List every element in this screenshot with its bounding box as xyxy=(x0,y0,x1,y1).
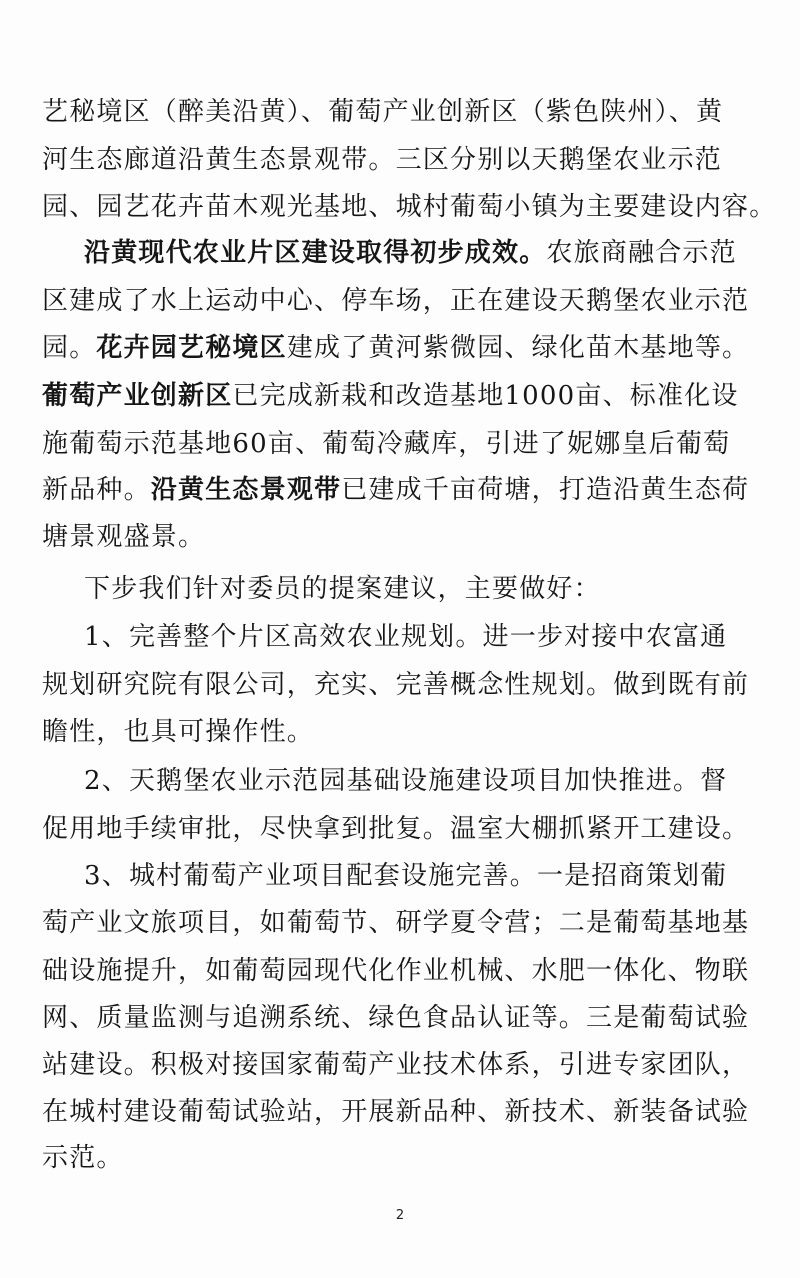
text-segment: 在城村建设葡萄试验站，开展新品种、新技术、新装备试验 xyxy=(42,1097,750,1127)
text-segment: 园。 xyxy=(42,333,97,363)
text-segment: 促用地手续审批，尽快拿到批复。温室大棚抓紧开工建设。 xyxy=(42,814,750,844)
text-segment: 规划研究院有限公司，充实、完善概念性规划。做到既有前 xyxy=(42,670,750,700)
text-segment: 农旅商融合示范 xyxy=(546,238,737,268)
text-line xyxy=(0,764,800,798)
text-segment: 瞻性，也具可操作性。 xyxy=(42,717,315,747)
text-segment: 河生态廊道沿黄生态景观带。三区分别以天鹅堡农业示范 xyxy=(42,145,723,175)
text-segment: 已完成新栽和改造基地1000亩、标准化设 xyxy=(232,381,739,411)
text-line xyxy=(0,954,800,988)
bold-text-segment: 葡萄产业创新区 xyxy=(42,381,233,411)
text-line xyxy=(0,95,800,129)
text-segment: 塘景观盛景。 xyxy=(42,522,206,552)
text-line xyxy=(0,427,800,461)
text-segment: 示范。 xyxy=(42,1143,124,1173)
text-segment: 区建成了水上运动中心、停车场，正在建设天鹅堡农业示范 xyxy=(42,286,750,316)
text-segment: 网、质量监测与追溯系统、绿色食品认证等。三是葡萄试验 xyxy=(42,1003,750,1033)
text-segment: 2、天鹅堡农业示范园基础设施建设项目加快推进。督 xyxy=(84,766,728,796)
text-segment: 3、城村葡萄产业项目配套设施完善。一是招商策划葡 xyxy=(84,861,728,891)
text-line xyxy=(0,812,800,846)
bold-text-segment: 沿黄生态景观带 xyxy=(150,475,342,505)
bold-text-segment: 沿黄现代农业片区建设取得初步成效。 xyxy=(84,238,547,268)
text-segment: 施葡萄示范基地60亩、葡萄冷藏库，引进了妮娜皇后葡萄 xyxy=(42,429,731,459)
text-segment: 艺秘境区（醉美沿黄）、葡萄产业创新区（紫色陕州）、黄 xyxy=(42,97,724,127)
text-segment: 础设施提升，如葡萄园现代化作业机械、水肥一体化、物联 xyxy=(42,956,750,986)
text-line xyxy=(0,520,800,554)
text-line xyxy=(0,572,800,606)
text-segment: 萄产业文旅项目，如葡萄节、研学夏令营；二是葡萄基地基 xyxy=(42,908,750,938)
text-segment: 下步我们针对委员的提案建议，主要做好： xyxy=(84,574,601,604)
bold-text-segment: 花卉园艺秘境区 xyxy=(96,333,287,363)
text-segment: 新品种。 xyxy=(42,475,151,505)
text-segment: 建成了黄河紫微园、绿化苗木基地等。 xyxy=(286,333,750,363)
text-line xyxy=(0,190,800,224)
text-segment: 1、完善整个片区高效农业规划。进一步对接中农富通 xyxy=(84,622,728,652)
text-line xyxy=(0,715,800,749)
text-line xyxy=(0,668,800,702)
text-segment: 站建设。积极对接国家葡萄产业技术体系，引进专家团队， xyxy=(42,1050,750,1080)
text-line xyxy=(0,1141,800,1175)
text-line xyxy=(0,284,800,318)
text-line xyxy=(0,1048,800,1082)
text-line xyxy=(0,236,800,270)
text-line xyxy=(0,143,800,177)
text-line xyxy=(0,1095,800,1129)
text-line xyxy=(0,1001,800,1035)
page-number: 2 xyxy=(395,1208,405,1223)
text-line xyxy=(0,906,800,940)
text-line xyxy=(0,331,800,365)
text-line xyxy=(0,379,800,413)
text-line xyxy=(0,473,800,507)
text-segment: 园、园艺花卉苗木观光基地、城村葡萄小镇为主要建设内容。 xyxy=(42,192,777,222)
text-line xyxy=(0,859,800,893)
text-line xyxy=(0,620,800,654)
text-segment: 已建成千亩荷塘，打造沿黄生态荷 xyxy=(341,475,750,505)
